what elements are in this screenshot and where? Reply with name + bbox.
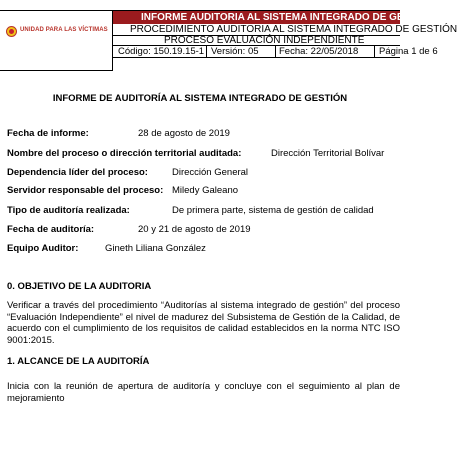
team-label: Equipo Auditor:	[7, 243, 79, 254]
header-process: PROCESO EVALUACIÓN INDEPENDIENTE	[113, 36, 400, 46]
header-procedure: PROCEDIMIENTO AUDITORIA AL SISTEMA INTEGRADO DE GESTIÓN	[113, 24, 400, 36]
section-heading: 1. ALCANCE DE LA AUDITORÍA	[7, 356, 150, 367]
section-paragraph: Inicia con la reunión de apertura de auditoría y concluye con el seguimiento al plan de mejoramiento	[7, 381, 400, 404]
logo-text: UNIDAD PARA LAS VÍCTIMAS	[20, 27, 108, 33]
document-header	[0, 10, 457, 72]
audit-type-value: De primera parte, sistema de gestión de calidad	[172, 205, 374, 216]
process-label: Nombre del proceso o dirección territorial auditada:	[7, 148, 242, 159]
header-code: Código: 150.19.15-1	[118, 46, 205, 57]
document-title: INFORME DE AUDITORÍA AL SISTEMA INTEGRADO DE GESTIÓN	[52, 93, 348, 104]
header-version: Versión: 05	[211, 46, 259, 57]
divider	[275, 46, 276, 58]
header-date: Fecha: 22/05/2018	[279, 46, 359, 57]
dependency-value: Dirección General	[172, 167, 249, 178]
responsible-value: Miledy Galeano	[172, 185, 239, 196]
dependency-label: Dependencia líder del proceso:	[7, 167, 148, 178]
audit-date-label: Fecha de auditoría:	[7, 224, 95, 235]
process-value: Dirección Territorial Bolívar	[271, 148, 385, 159]
header-meta-row	[113, 46, 438, 58]
logo-emblem-icon	[6, 26, 17, 37]
audit-date-value: 20 y 21 de agosto de 2019	[138, 224, 251, 235]
section-heading: 0. OBJETIVO DE LA AUDITORIA	[7, 281, 152, 292]
team-value: Gineth Liliana González	[105, 243, 206, 254]
report-date-value: 28 de agosto de 2019	[138, 128, 230, 139]
logo-cell	[0, 10, 113, 71]
report-date-label: Fecha de informe:	[7, 128, 89, 139]
header-title: INFORME AUDITORIA AL SISTEMA INTEGRADO DE GESTIÓN	[113, 10, 400, 24]
divider	[374, 46, 375, 58]
responsible-label: Servidor responsable del proceso:	[7, 185, 164, 196]
header-page: Página 1 de 6	[379, 46, 438, 57]
audit-type-label: Tipo de auditoría realizada:	[7, 205, 130, 216]
divider	[206, 46, 207, 58]
section-paragraph: Verificar a través del procedimiento “Auditorías al sistema integrado de gestión” del proceso “Evaluación Independiente” el nivel de madurez del Subsistema de Gestión de la Calidad, de acuerdo con el cumplimiento de los requisitos de calidad establecidos en la norma NTC ISO 9001:2015.	[7, 300, 400, 346]
